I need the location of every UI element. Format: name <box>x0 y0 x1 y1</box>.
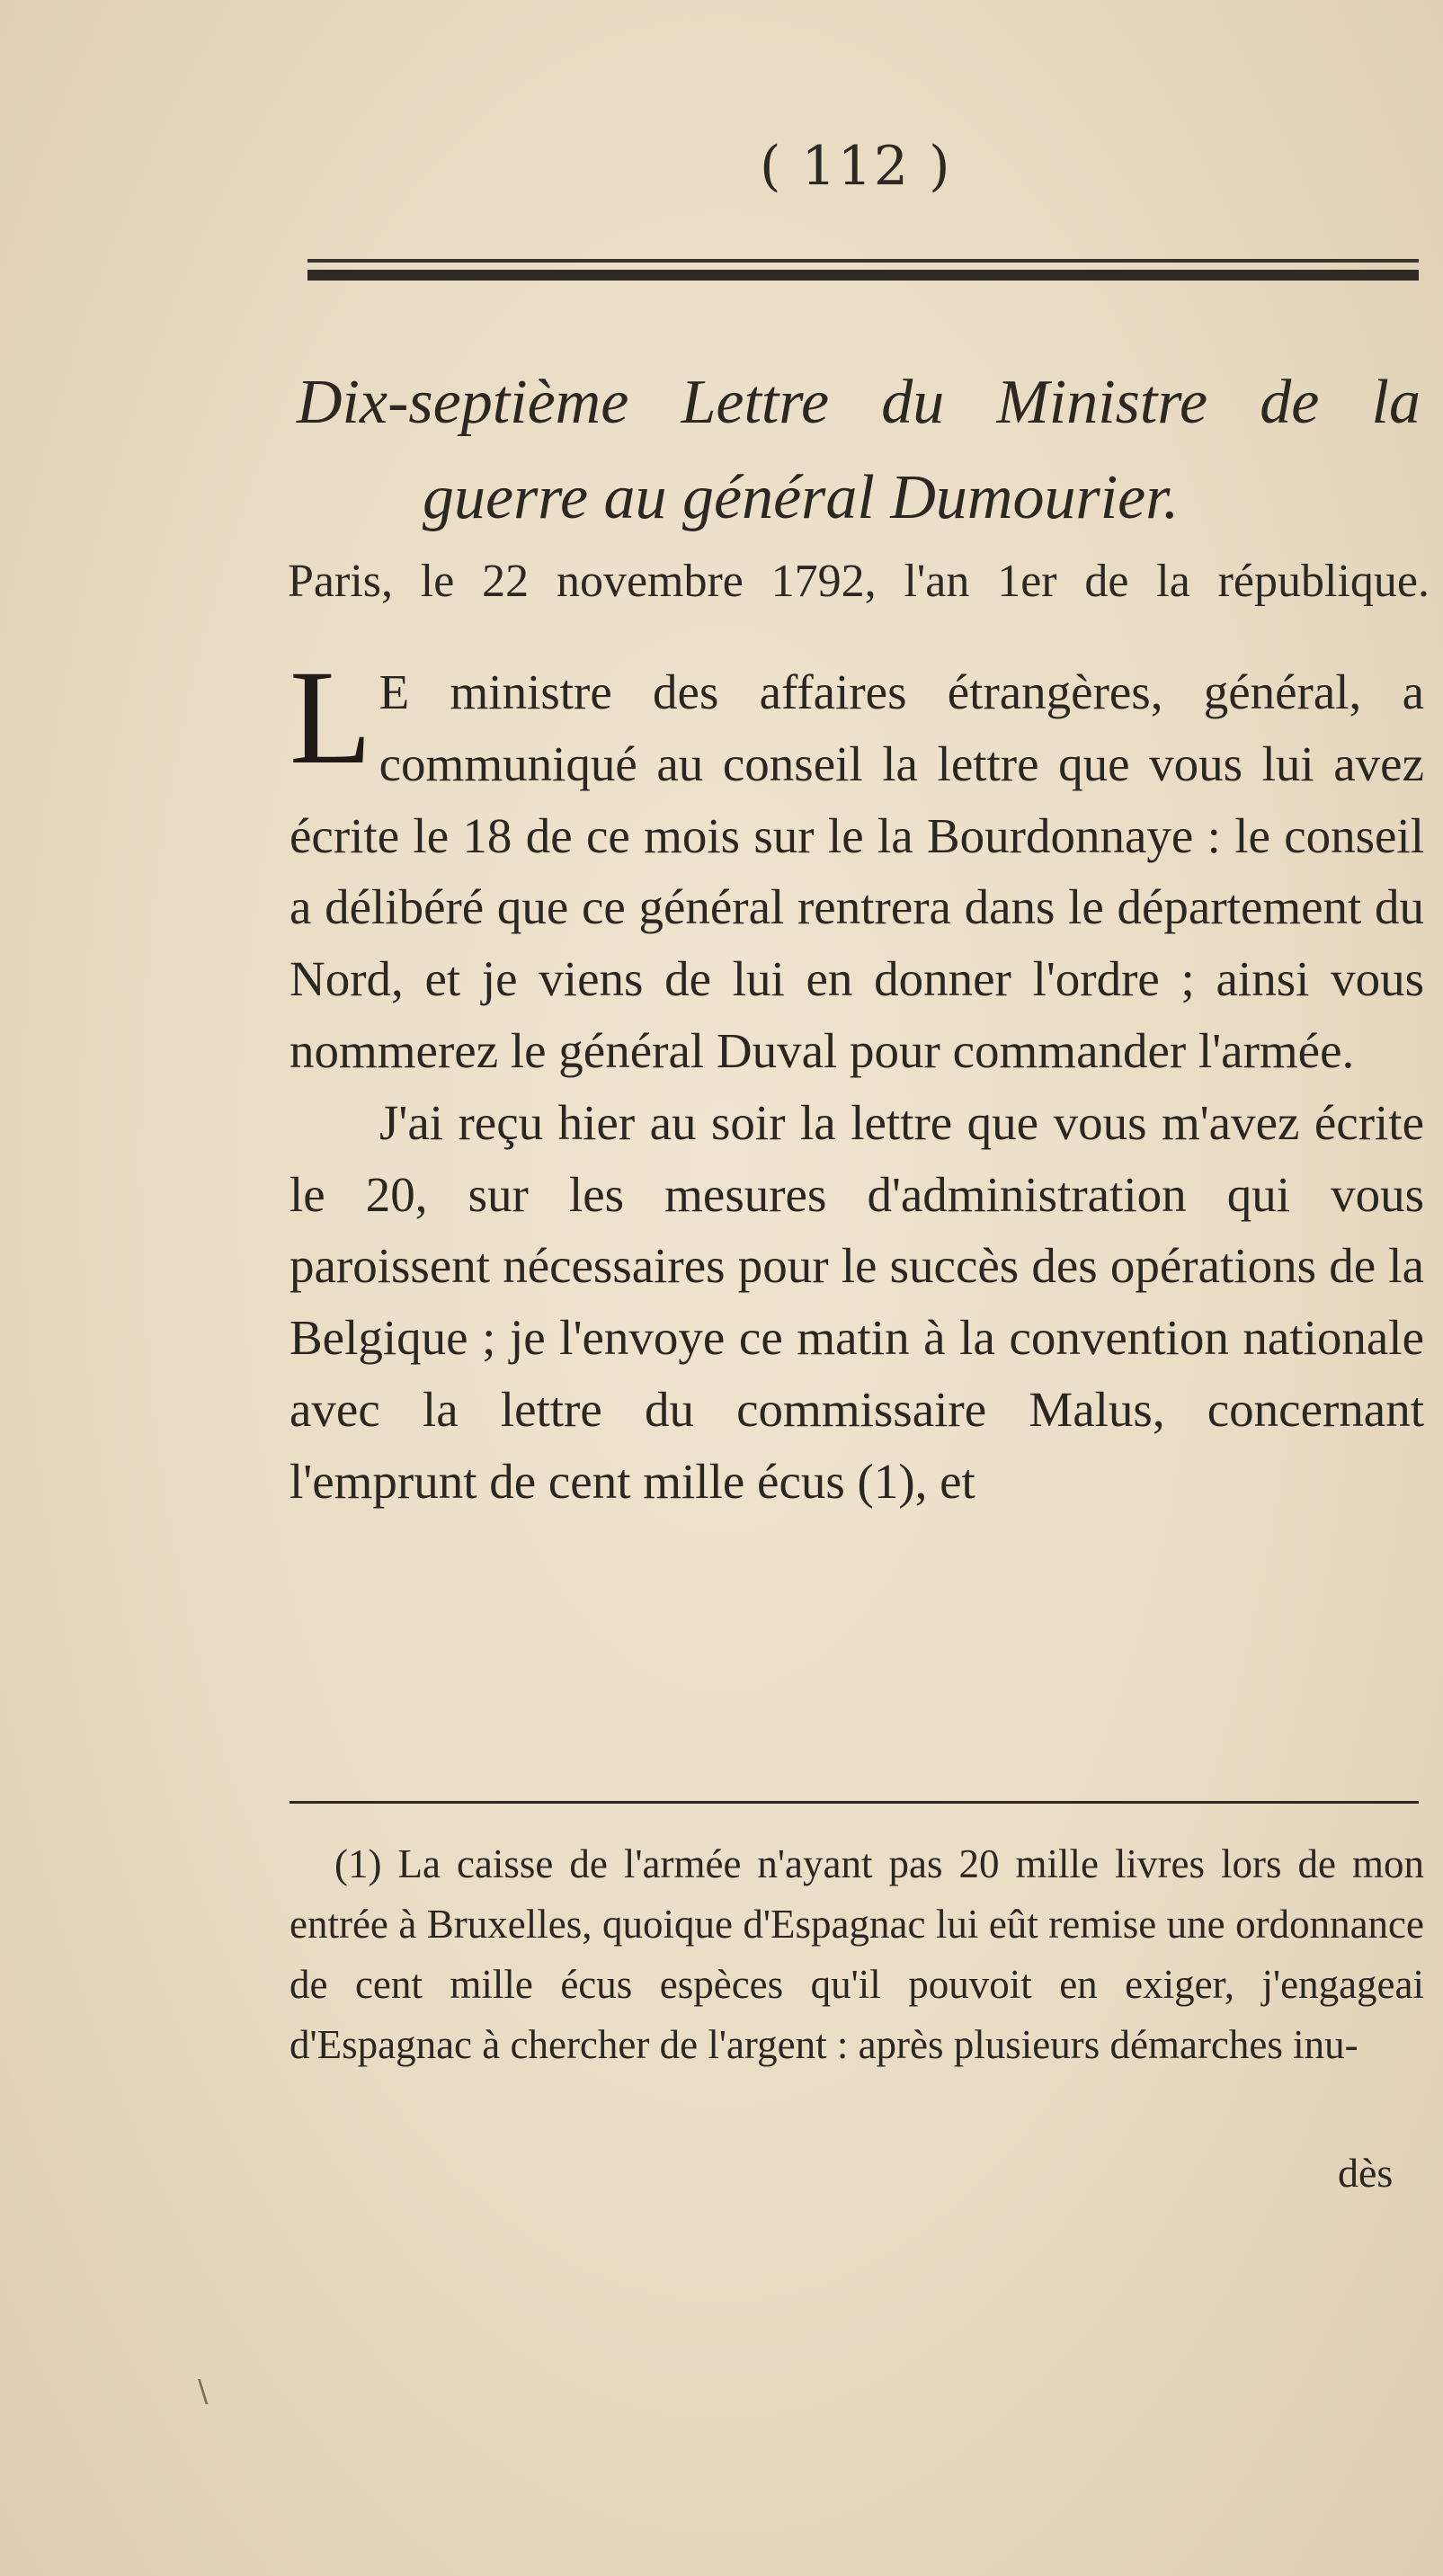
footnote-text: (1) La caisse de l'armée n'ayant pas 20 mille livres lors de mon entrée à Bruxelles, quoique d'Espagnac lui eût remise une ordonnance de cent mille écus espèces qu'il pouvoit en exiger, j'engageai d'Espagnac à chercher de l'argent : après plusieurs démarches inu- <box>289 1841 1424 2067</box>
letter-paragraph-1-text: E ministre des affaires étrangères, général, a communiqué au conseil la lettre que vous lui avez écrite le 18 de ce mois sur le la Bourdonnaye : le conseil a délibéré que ce général rentrera dans le département du Nord, et je viens de lui en donner l'ordre ; ainsi vous nommerez le général Duval pour commander l'armée. <box>289 664 1424 1078</box>
header-thick-rule <box>307 270 1419 281</box>
letter-title <box>297 355 1421 546</box>
header-double-rule <box>307 259 1419 284</box>
footnote-rule <box>289 1801 1419 1804</box>
header-thin-rule <box>307 259 1419 263</box>
dateline: Paris, le 22 novembre 1792, l'an 1er de la république. <box>288 556 1430 607</box>
stray-ink-mark: \ <box>198 2374 209 2410</box>
drop-cap: L <box>289 643 372 792</box>
letter-paragraph-2: J'ai reçu hier au soir la lettre que vous m'avez écrite le 20, sur les mesures d'administration qui vous paroissent nécessaires pour le succès des opérations de la Belgique ; je l'envoye ce matin à la convention nationale avec la lettre du commissaire Malus, concernant l'emprunt de cent mille écus (1), et <box>289 1094 1424 1509</box>
letter-paragraph-1 <box>289 643 1424 1087</box>
letter-body <box>289 643 1424 1518</box>
catchword: dès <box>1338 2150 1394 2196</box>
letter-title-line-1: Dix-septième Lettre du Ministre de la <box>297 368 1421 437</box>
letter-title-line-2: guerre au général Dumourier. <box>423 463 1180 532</box>
page-number: ( 112 ) <box>760 135 952 198</box>
footnote <box>289 1834 1424 2075</box>
